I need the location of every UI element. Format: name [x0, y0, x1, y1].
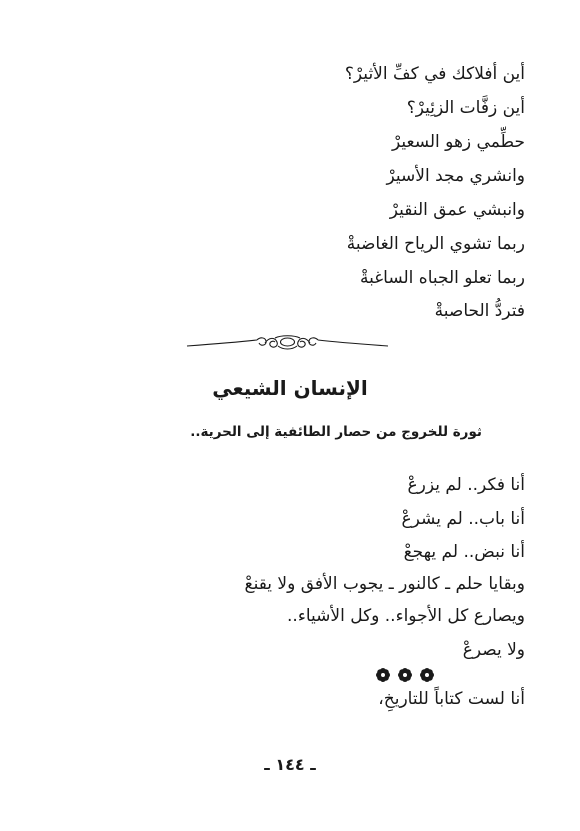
section-subtitle: ثورة للخروج من حصار الطائفية إلى الحرية.. [190, 424, 482, 440]
page-number: ـ ١٤٤ ـ [264, 755, 316, 774]
verse-line: وبقايا حلم ـ كالنور ـ يجوب الأفق ولا يقنعْ [244, 574, 525, 594]
verse-line: وانشري مجد الأسيرْ [386, 166, 525, 186]
verse-line: أنا لست كتاباً للتاريخِ، [378, 689, 525, 709]
verse-line: فتردُّ الحاصبةْ [434, 301, 525, 321]
verse-line: ربما تشوي الرياح الغاضبةْ [346, 234, 525, 254]
verse-line: أين زفَّات الزئِيرْ؟ [406, 98, 525, 118]
three-flowers-icon [370, 667, 440, 683]
section-title: الإنسان الشيعي [212, 376, 368, 400]
verse-line: أنا باب.. لم يشرعْ [401, 509, 525, 529]
verse-line: ويصارع كل الأجواء.. وكل الأشياء.. [287, 606, 525, 626]
verse-line: ولا يصرعْ [462, 640, 525, 660]
verse-line: أين أفلاكك في كفِّ الأثيرْ؟ [344, 64, 525, 84]
verse-line: وانبشي عمق النقيرْ [389, 200, 525, 220]
verse-line: ربما تعلو الجباه الساغبةْ [360, 268, 525, 288]
ornamental-divider-icon [185, 332, 390, 354]
verse-line: حطِّمي زهو السعيرْ [392, 132, 525, 152]
verse-line: أنا نبض.. لم يهجعْ [403, 542, 525, 562]
verse-line: أنا فكر.. لم يزرعْ [407, 475, 525, 495]
